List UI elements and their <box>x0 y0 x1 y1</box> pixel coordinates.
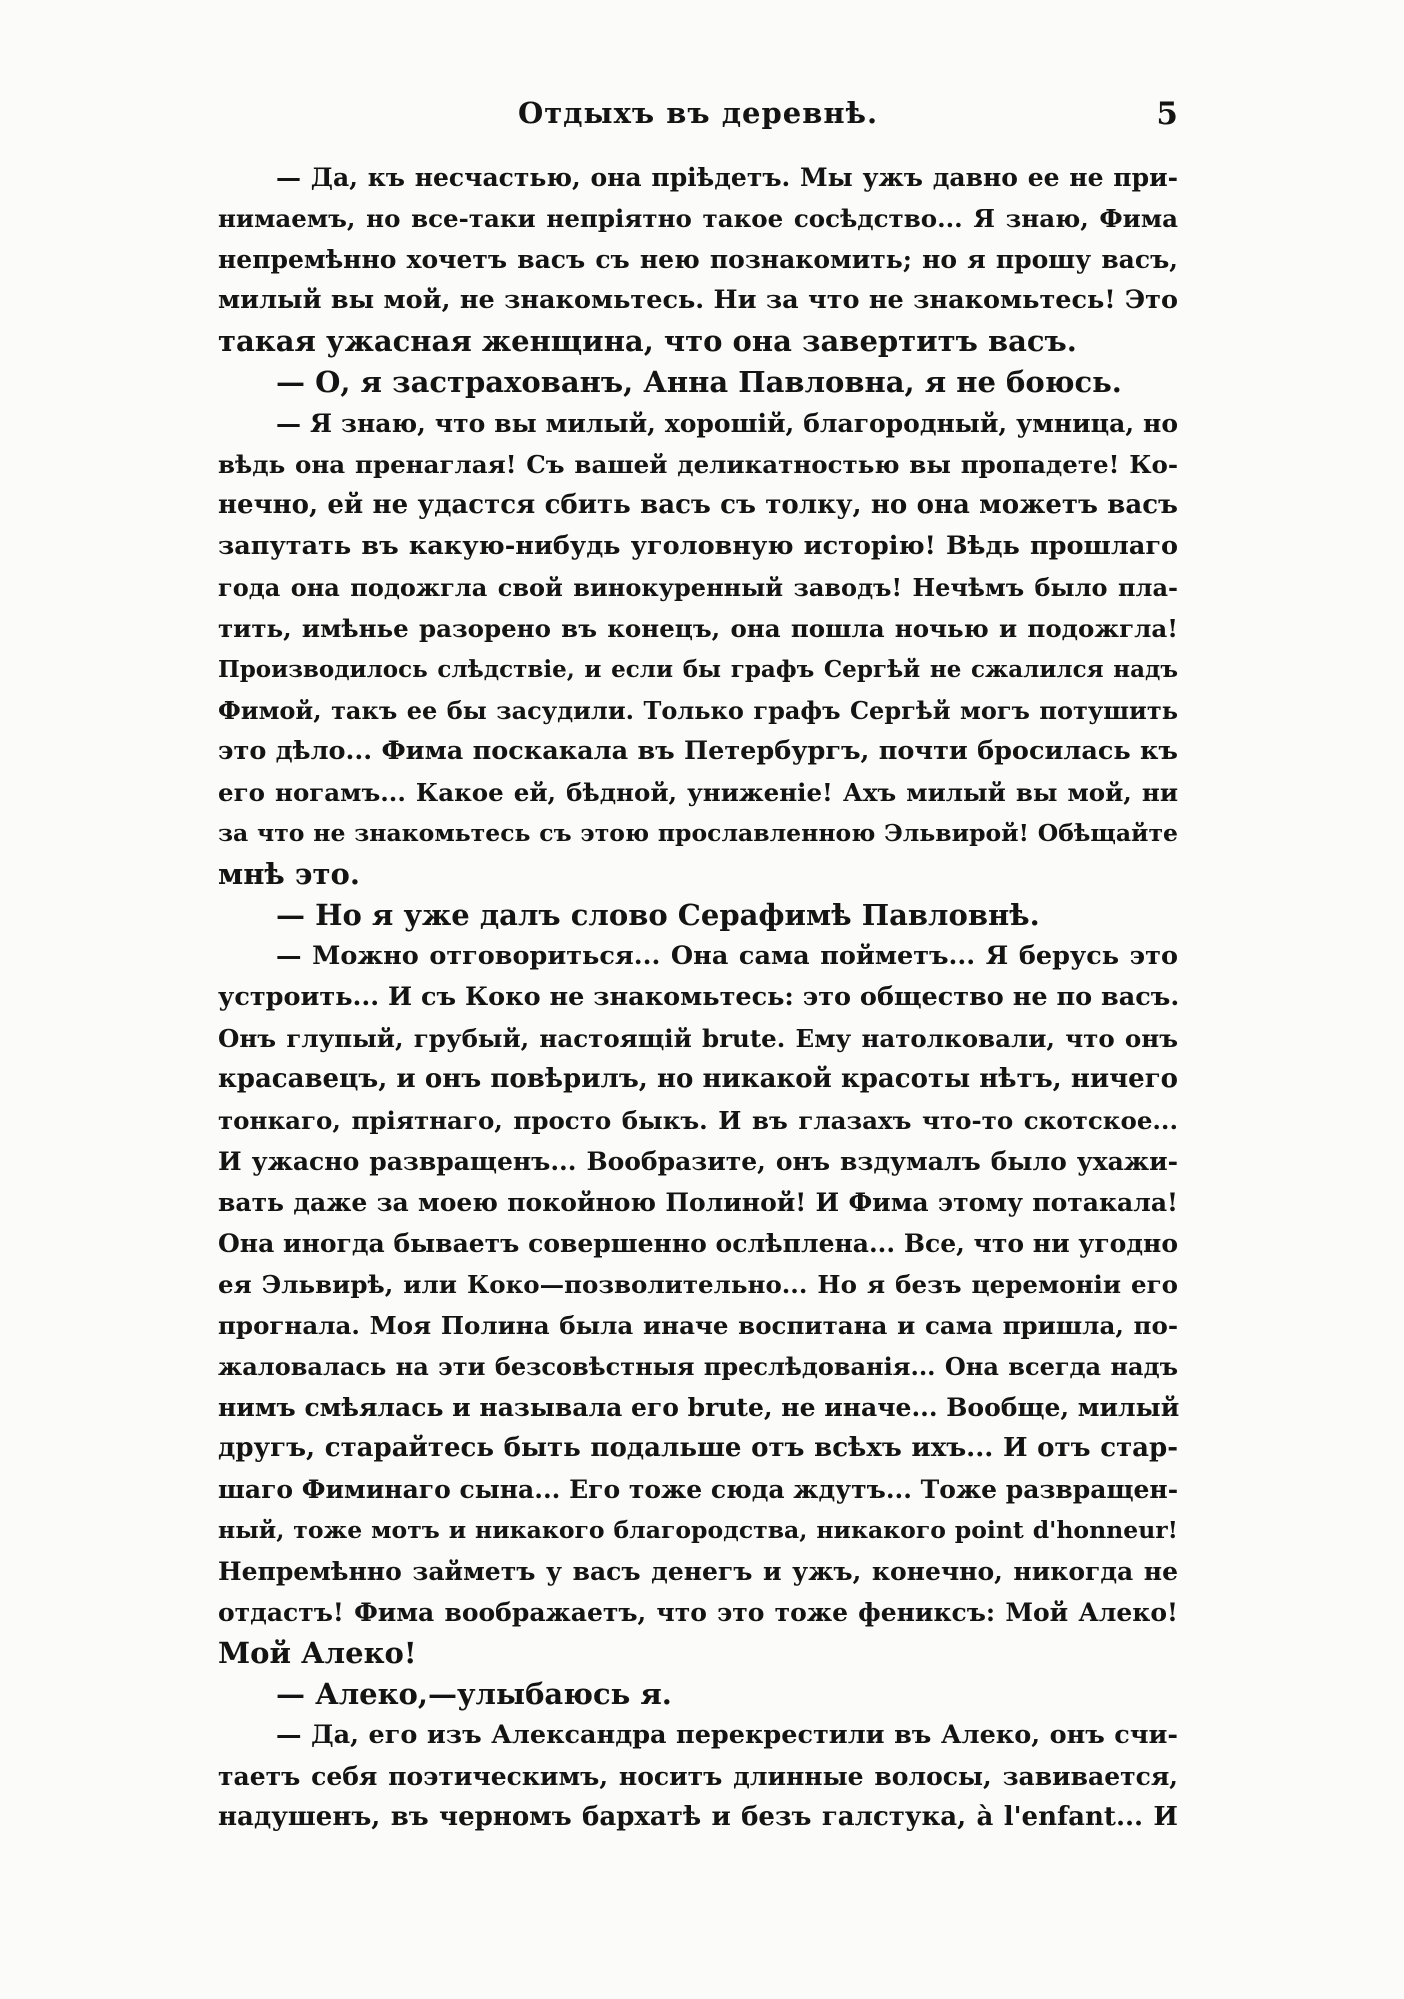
text-line: красавецъ, и онъ повѣрилъ, но никакой красоты нѣтъ, ничего <box>218 1064 1178 1094</box>
text-line: года она подожгла свой винокуренный заводъ! Нечѣмъ было пла- <box>218 573 1178 602</box>
paragraph <box>218 1674 1178 1715</box>
paragraph <box>218 895 1178 936</box>
text-line: — О, я застрахованъ, Анна Павловна, я не боюсь. <box>276 365 1122 399</box>
text-line: таетъ себя поэтическимъ, носитъ длинные волосы, завивается, <box>218 1762 1178 1791</box>
text-line: устроить... И съ Коко не знакомьтесь: это общество не по васъ. <box>218 982 1180 1012</box>
text-line: тить, имѣнье разорено въ конецъ, она пошла ночью и подожгла! <box>218 614 1178 643</box>
paragraph <box>218 1715 1178 1838</box>
text-line: Непремѣнно займетъ у васъ денегъ и ужъ, конечно, никогда не <box>218 1557 1178 1586</box>
text-line: Фимой, такъ ее бы засудили. Только графъ Сергѣй могъ потушить <box>218 696 1178 725</box>
text-line: — Но я уже далъ слово Серафимѣ Павловнѣ. <box>276 898 1040 932</box>
text-line: жаловалась на эти безсовѣстныя преслѣдованія... Она всегда надъ <box>218 1352 1178 1381</box>
text-line: милый вы мой, не знакомьтесь. Ни за что не знакомьтесь! Это <box>218 285 1178 315</box>
running-head <box>218 96 1178 136</box>
text-line: непремѣнно хочетъ васъ съ нею познакомить; но я прошу васъ, <box>218 245 1178 274</box>
text-line: его ногамъ... Какое ей, бѣдной, униженіе! Ахъ милый вы мой, ни <box>218 778 1178 807</box>
paragraph <box>218 936 1178 1674</box>
text-line: — Да, его изъ Александра перекрестили въ Алеко, онъ счи- <box>276 1720 1178 1750</box>
text-line: ея Эльвирѣ, или Коко—позволительно... Но я безъ церемоніи его <box>218 1270 1178 1299</box>
paragraph <box>218 362 1178 403</box>
text-line: — Я знаю, что вы милый, хорошій, благородный, умница, но <box>276 409 1178 438</box>
text-line: нимъ смѣялась и называла его brute, не иначе... Вообще, милый <box>218 1393 1180 1422</box>
text-line: Мой Алеко! <box>218 1636 417 1670</box>
chapter-title: Отдыхъ въ деревнѣ. <box>517 96 879 130</box>
text-line: Она иногда бываетъ совершенно ослѣплена... Все, что ни угодно <box>218 1229 1178 1258</box>
text-line: мнѣ это. <box>218 857 360 891</box>
text-line: запутать въ какую-нибудь уголовную исторію! Вѣдь прошлаго <box>218 531 1178 561</box>
text-line: — Можно отговориться... Она сама пойметъ... Я берусь это <box>276 941 1178 971</box>
text-line: такая ужасная женщина, что она завертитъ васъ. <box>218 324 1077 358</box>
text-line: отдастъ! Фима воображаетъ, что это тоже фениксъ: Мой Алеко! <box>218 1598 1178 1627</box>
text-line: другъ, старайтесь быть подальше отъ всѣхъ ихъ... И отъ стар- <box>218 1433 1178 1463</box>
text-line: нечно, ей не удастся сбить васъ съ толку, но она можетъ васъ <box>218 490 1178 520</box>
page-number: 5 <box>1156 96 1178 132</box>
text-line: — Да, къ несчастью, она пріѣдетъ. Мы ужъ давно ее не при- <box>276 163 1178 192</box>
text-line: И ужасно развращенъ... Вообразите, онъ вздумалъ было ухажи- <box>218 1147 1178 1176</box>
text-line: вѣдь она пренаглая! Съ вашей деликатностью вы пропадете! Ко- <box>218 450 1178 479</box>
text-line: за что не знакомьтесь съ этою прославленною Эльвирой! Обѣщайте <box>218 819 1178 847</box>
text-line: это дѣло... Фима поскакала въ Петербургъ, почти бросилась къ <box>218 736 1178 766</box>
text-line: Онъ глупый, грубый, настоящій brute. Ему натолковали, что онъ <box>218 1024 1178 1053</box>
body-text <box>218 157 1178 1838</box>
paragraph <box>218 403 1178 895</box>
text-line: вать даже за моею покойною Полиной! И Фима этому потакала! <box>218 1188 1178 1217</box>
text-line: ный, тоже мотъ и никакого благородства, никакого point d'honneur! <box>218 1516 1178 1544</box>
text-line: тонкаго, пріятнаго, просто быкъ. И въ глазахъ что-то скотское... <box>218 1106 1178 1135</box>
text-line: — Алеко,—улыбаюсь я. <box>276 1677 672 1711</box>
text-line: надушенъ, въ черномъ бархатѣ и безъ галстука, à l'enfant... И <box>218 1802 1178 1832</box>
text-line: нимаемъ, но все-таки непріятно такое сосѣдство... Я знаю, Фима <box>218 204 1178 233</box>
paragraph <box>218 157 1178 362</box>
text-line: Производилось слѣдствіе, и если бы графъ Сергѣй не сжалился надъ <box>218 656 1178 683</box>
text-line: прогнала. Моя Полина была иначе воспитана и сама пришла, по- <box>218 1311 1178 1340</box>
text-line: шаго Фиминаго сына... Его тоже сюда ждутъ... Тоже развращен- <box>218 1475 1179 1504</box>
